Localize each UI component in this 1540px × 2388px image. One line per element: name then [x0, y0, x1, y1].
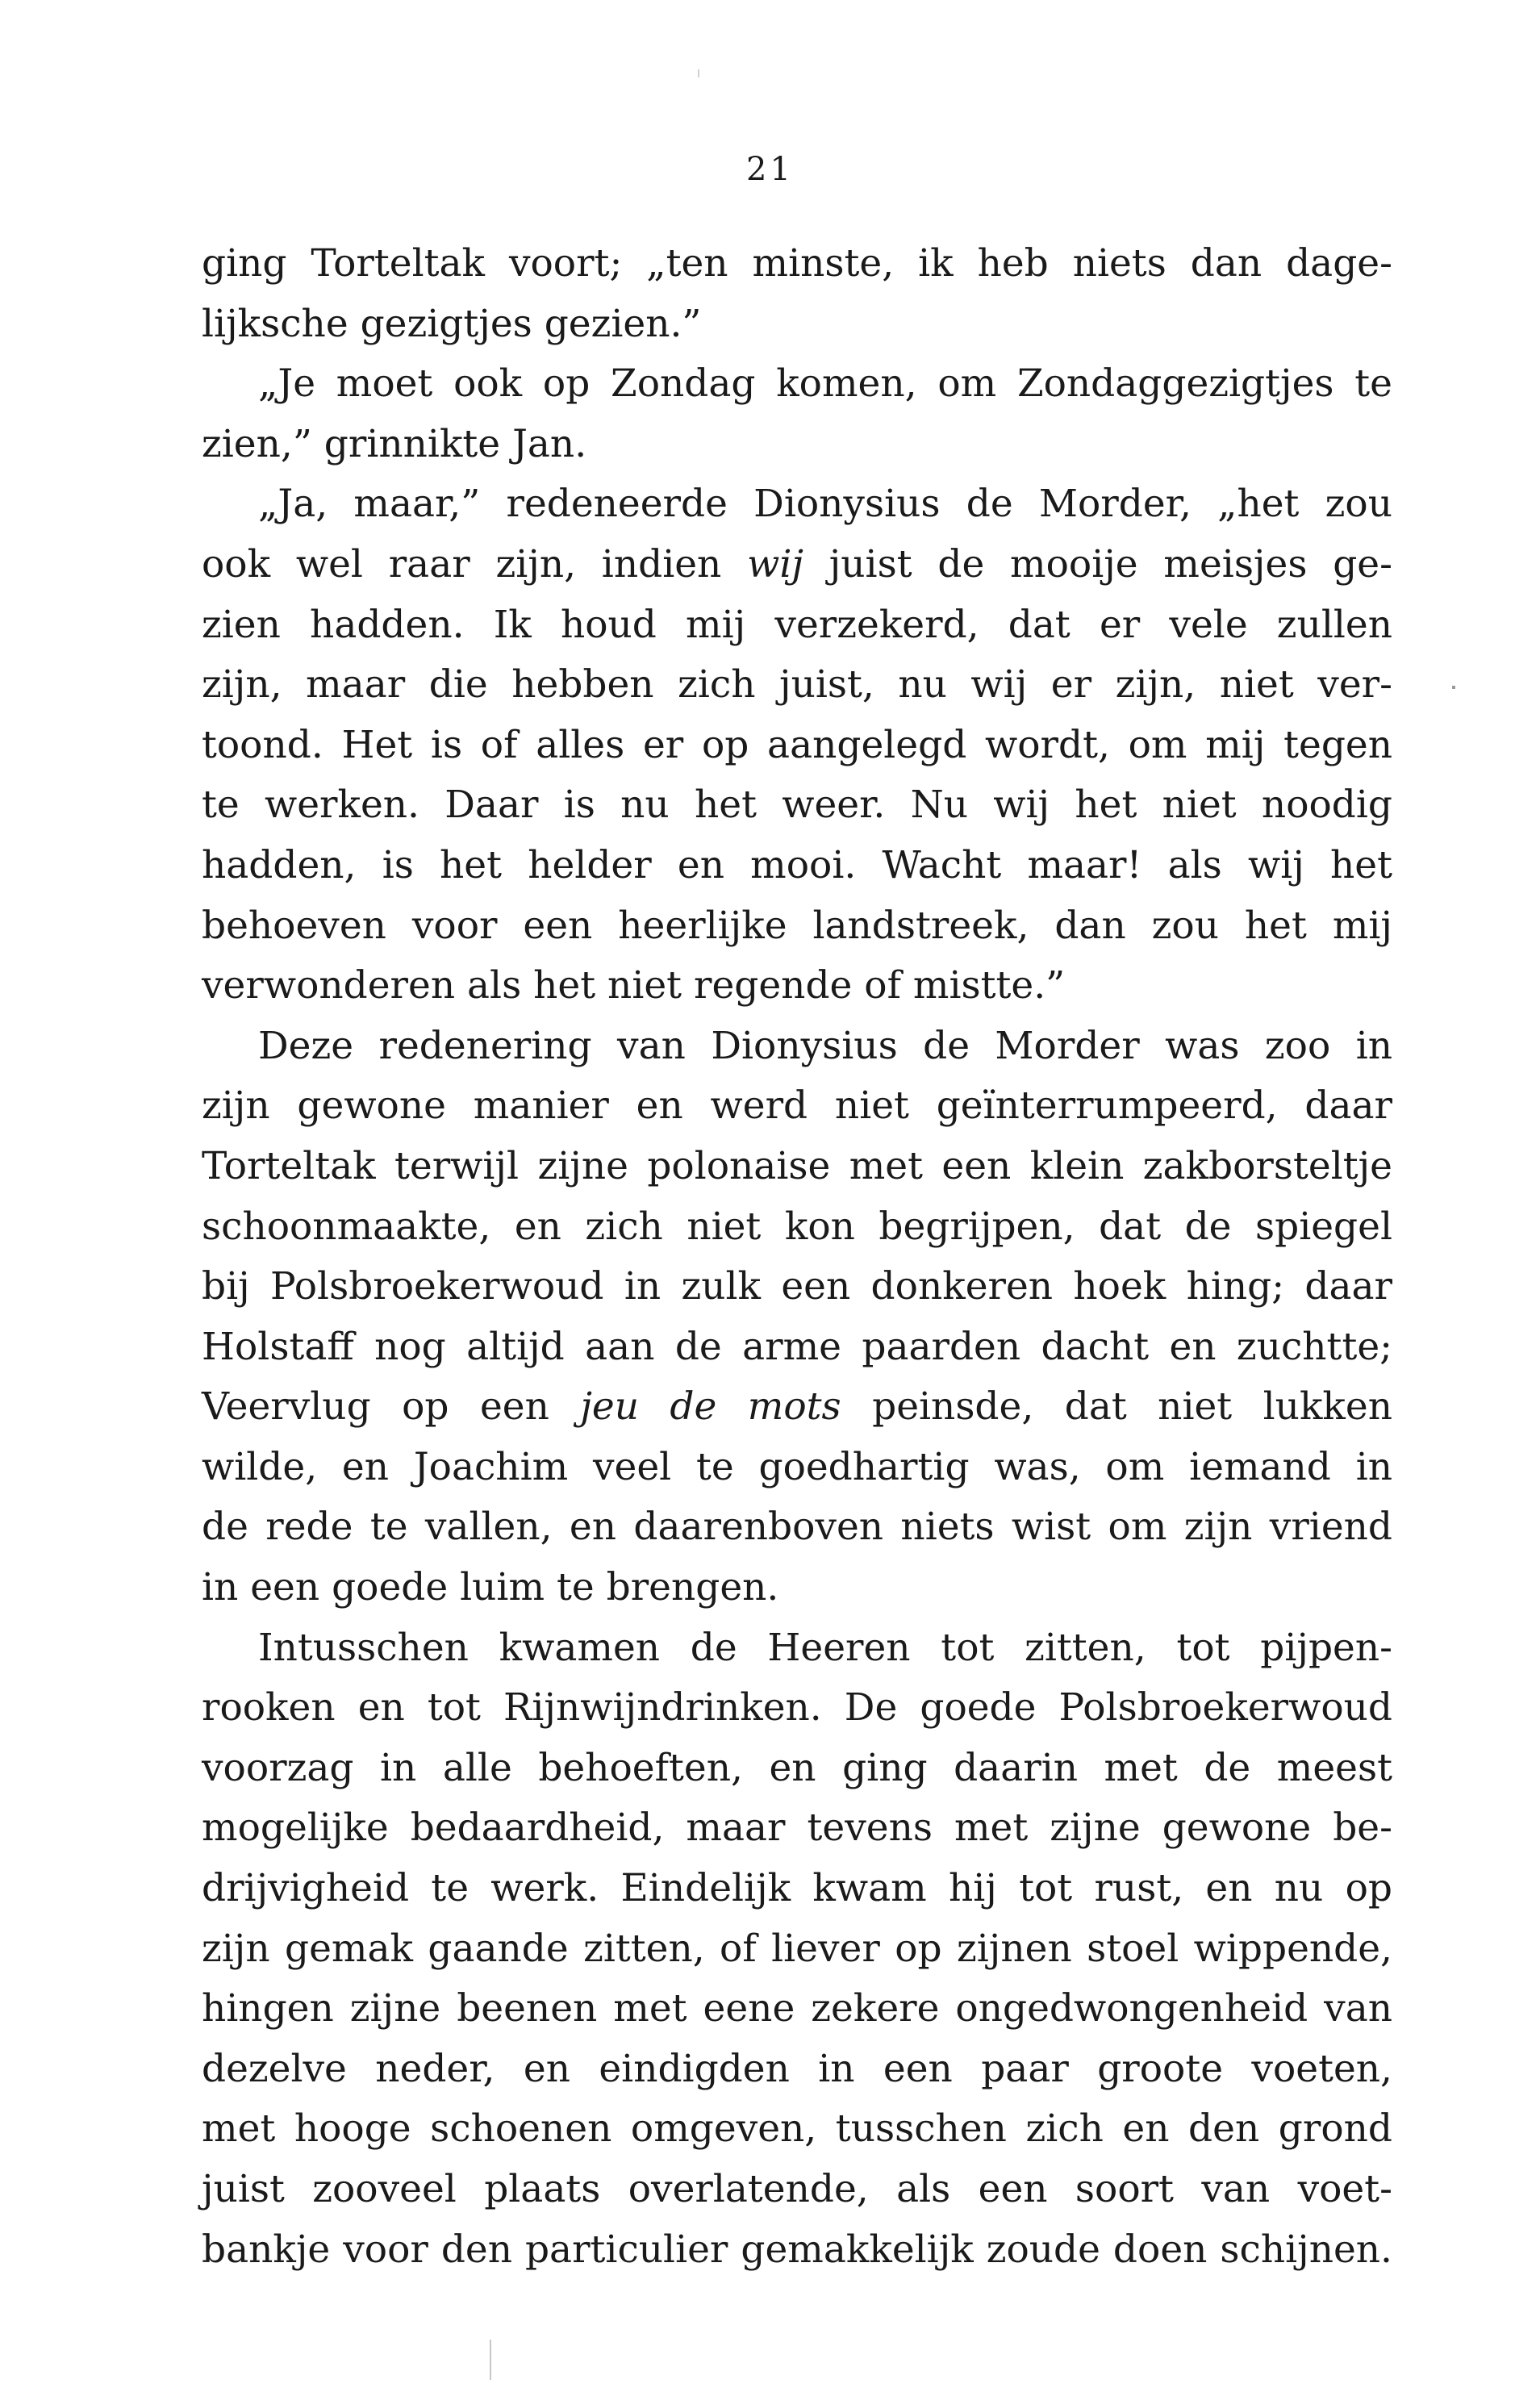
text-line: voorzag in alle behoeften, en ging daarin met de meest [202, 1745, 1392, 1790]
text-line: „Je moet ook op Zondag komen, om Zondaggezigtjes te [258, 361, 1392, 407]
text-line: zien,” grinnikte Jan. [202, 421, 587, 466]
text-line: hingen zijne beenen met eene zekere ongedwongenheid van [202, 1986, 1392, 2031]
text-line: de rede te vallen, en daarenboven niets wist om zijn vriend [202, 1505, 1392, 1550]
italic-phrase: jeu de mots [580, 1384, 841, 1430]
text-line: verwonderen als het niet regende of mistte.” [202, 963, 1066, 1008]
text-line: bankje voor den particulier gemakkelijk zoude doen schijnen. [202, 2227, 1392, 2272]
text-line: zien hadden. Ik houd mij verzekerd, dat er vele zullen [202, 602, 1392, 647]
text-line: in een goede luim te brengen. [202, 1565, 779, 1610]
scan-speck [490, 2340, 491, 2380]
body-text [202, 234, 1392, 2280]
text-line: drijvigheid te werk. Eindelijk kwam hij tot rust, en nu op [202, 1866, 1392, 1911]
text-line: met hooge schoenen omgeven, tusschen zich en den grond [202, 2106, 1392, 2152]
italic-word: wij [747, 541, 803, 587]
scan-speck [698, 69, 699, 77]
text-line: lijksche gezigtjes gezien.” [202, 301, 702, 346]
text-line: hadden, is het helder en mooi. Wacht maar! als wij het [202, 842, 1392, 887]
text-segment: ook wel raar zijn, indien [202, 541, 748, 587]
text-line: wilde, en Joachim veel te goedhartig was, om iemand in [202, 1444, 1392, 1489]
text-line: Holstaff nog altijd aan de arme paarden dacht en zuchtte; [202, 1324, 1392, 1369]
scan-speck [1452, 686, 1455, 689]
text-line: zijn, maar die hebben zich juist, nu wij er zijn, niet ver- [202, 662, 1392, 708]
text-line: te werken. Daar is nu het weer. Nu wij het niet noodig [202, 783, 1392, 828]
page-number: 21 [746, 151, 794, 188]
text-segment: Veervlug op een [202, 1384, 581, 1430]
text-segment: juist de mooije meisjes ge- [803, 541, 1392, 587]
text-line: juist zooveel plaats overlatende, als een soort van voet- [202, 2167, 1392, 2211]
text-line: toond. Het is of alles er op aangelegd wordt, om mij tegen [202, 722, 1392, 767]
text-line: bij Polsbroekerwoud in zulk een donkeren hoek hing; daar [202, 1264, 1392, 1309]
text-line [202, 535, 1392, 595]
text-line: Torteltak terwijl zijne polonaise met een klein zakborsteltje [202, 1143, 1392, 1188]
text-line [202, 1377, 1392, 1438]
text-line: „Ja, maar,” redeneerde Dionysius de Morder, „het zou [258, 482, 1392, 527]
text-line: Deze redenering van Dionysius de Morder was zoo in [258, 1023, 1392, 1068]
text-line: mogelijke bedaardheid, maar tevens met zijne gewone be- [202, 1806, 1392, 1851]
text-line: rooken en tot Rijnwijndrinken. De goede Polsbroekerwoud [202, 1685, 1392, 1730]
text-line: ging Torteltak voort; „ten minste, ik heb niets dan dage- [202, 241, 1392, 286]
text-line: zijn gemak gaande zitten, of liever op zijnen stoel wippende, [202, 1926, 1392, 1971]
text-line: zijn gewone manier en werd niet geïnterrumpeerd, daar [202, 1083, 1392, 1129]
text-segment: peinsde, dat niet lukken [841, 1384, 1392, 1430]
text-line: dezelve neder, en eindigden in een paar groote voeten, [202, 2046, 1392, 2091]
text-line: Intusschen kwamen de Heeren tot zitten, tot pijpen- [258, 1625, 1392, 1670]
text-line: behoeven voor een heerlijke landstreek, dan zou het mij [202, 903, 1392, 948]
text-line: schoonmaakte, en zich niet kon begrijpen, dat de spiegel [202, 1204, 1392, 1249]
